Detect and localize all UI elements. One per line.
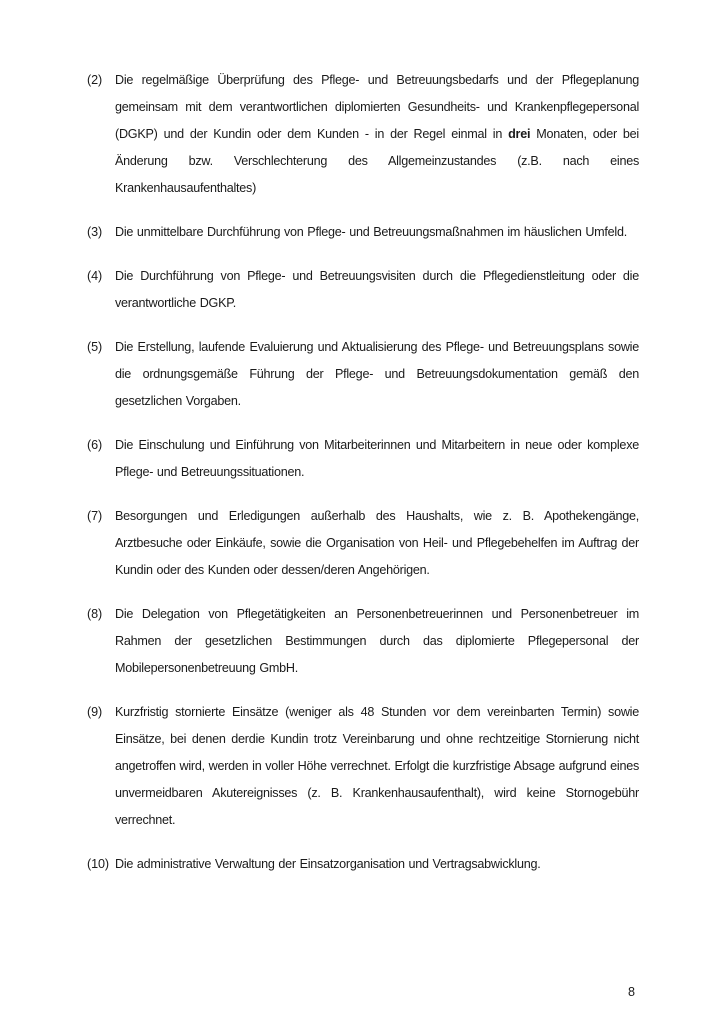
list-item-marker: (4) xyxy=(87,269,103,283)
list-item-text: Die administrative Verwaltung der Einsatzorganisation und Vertragsabwicklung. xyxy=(115,857,541,871)
list-item-marker: (10) xyxy=(87,857,109,871)
list-item-text xyxy=(115,67,639,202)
list-item-8 xyxy=(87,601,639,682)
list-item-text: Besorgungen und Erledigungen außerhalb des Haushalts, wie z. B. Apothekengänge, Arztbesuche oder Einkäufe, sowie die Organisation von Heil- und Pflegebehelfen im Auftrag der Kundin oder des Kunden oder dessen/deren Angehörigen. xyxy=(115,509,639,577)
list-item-3 xyxy=(87,219,639,246)
numbered-list xyxy=(87,67,639,895)
list-item-marker: (8) xyxy=(87,607,103,621)
emphasized-text: drei xyxy=(508,127,531,141)
list-item-text: Die unmittelbare Durchführung von Pflege- und Betreuungsmaßnahmen im häuslichen Umfeld. xyxy=(115,225,627,239)
list-item-marker: (2) xyxy=(87,73,103,87)
list-item-marker: (7) xyxy=(87,509,103,523)
list-item-4 xyxy=(87,263,639,317)
page-number: 8 xyxy=(628,985,636,999)
list-item-10 xyxy=(87,851,639,878)
list-item-marker: (5) xyxy=(87,340,103,354)
list-item-6 xyxy=(87,432,639,486)
list-item-text-part: Die regelmäßige Überprüfung des Pflege- und Betreuungsbedarfs und der Pflegeplanung gemeinsam mit dem verantwortlichen diplomierten Gesundheits- und Krankenpflegepersonal (DGKP) und der Kundin oder dem Kunden - in der Regel einmal in xyxy=(115,73,639,141)
list-item-marker: (6) xyxy=(87,438,103,452)
list-item-5 xyxy=(87,334,639,415)
list-item-7 xyxy=(87,503,639,584)
list-item-text: Die Erstellung, laufende Evaluierung und Aktualisierung des Pflege- und Betreuungsplans sowie die ordnungsgemäße Führung der Pflege- und Betreuungsdokumentation gemäß den gesetzlichen Vorgaben. xyxy=(115,340,639,408)
list-item-2 xyxy=(87,67,639,202)
list-item-text: Kurzfristig stornierte Einsätze (weniger als 48 Stunden vor dem vereinbarten Termin) sowie Einsätze, bei denen derdie Kundin trotz Vereinbarung und ohne rechtzeitige Stornierung nicht angetroffen wird, werden in voller Höhe verrechnet. Erfolgt die kurzfristige Absage aufgrund eines unvermeidbaren Akutereignisses (z. B. Krankenhausaufenthalt), wird keine Stornogebühr verrechnet. xyxy=(115,705,639,827)
list-item-marker: (9) xyxy=(87,705,103,719)
list-item-text: Die Einschulung und Einführung von Mitarbeiterinnen und Mitarbeitern in neue oder komplexe Pflege- und Betreuungssituationen. xyxy=(115,438,639,479)
list-item-text-part: Monaten, oder bei Änderung bzw. Verschlechterung des Allgemeinzustandes (z.B. nach eines Krankenhausaufenthaltes) xyxy=(115,127,639,195)
list-item-9 xyxy=(87,699,639,834)
list-item-marker: (3) xyxy=(87,225,103,239)
list-item-text: Die Delegation von Pflegetätigkeiten an Personenbetreuerinnen und Personenbetreuer im Rahmen der gesetzlichen Bestimmungen durch das diplomierte Pflegepersonal der Mobilepersonenbetreuung GmbH. xyxy=(115,607,639,675)
list-item-text: Die Durchführung von Pflege- und Betreuungsvisiten durch die Pflegedienstleitung oder die verantwortliche DGKP. xyxy=(115,269,639,310)
